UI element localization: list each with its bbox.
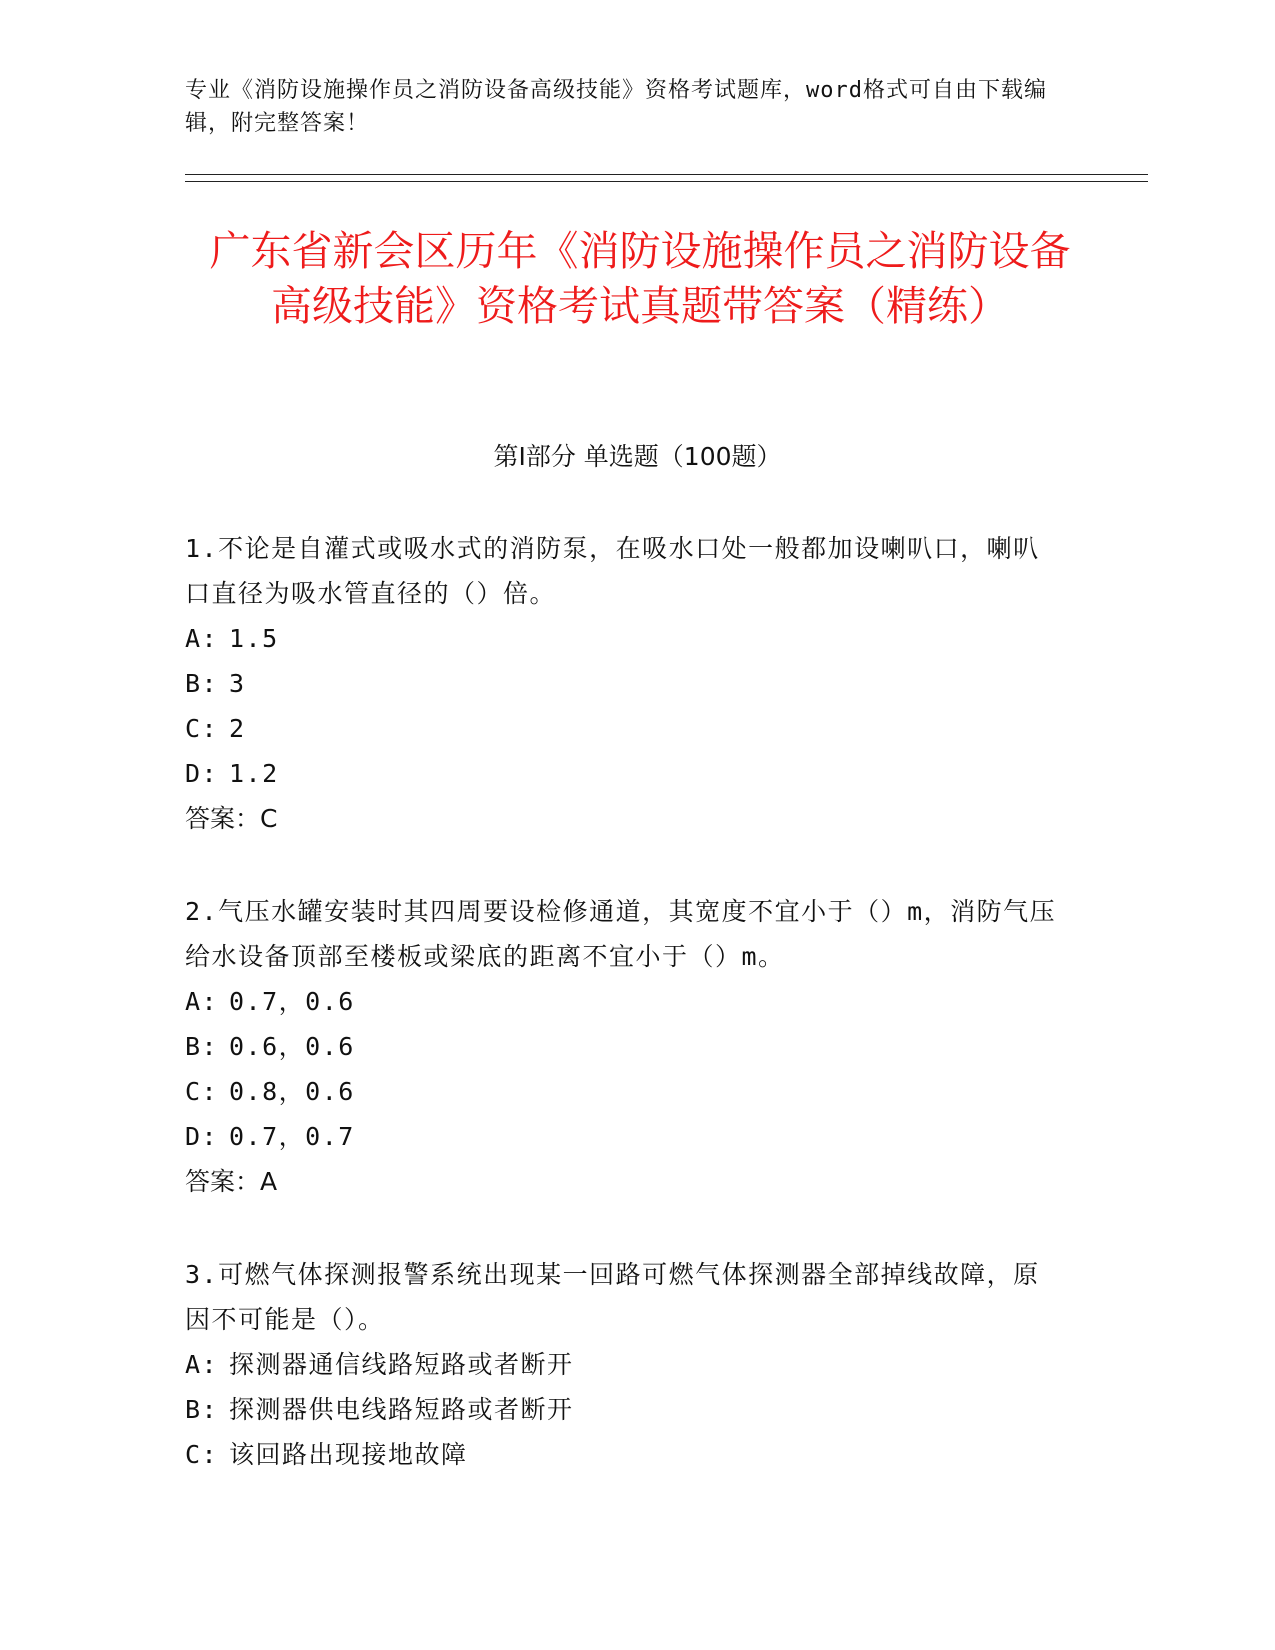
- option-text: 0.6，0.6: [229, 1032, 355, 1061]
- header-divider-top: [185, 174, 1148, 175]
- option-key: C:: [185, 714, 219, 743]
- section-title: 第Ⅰ部分 单选题（100题）: [493, 442, 782, 471]
- option-key: A:: [185, 624, 219, 653]
- option-text: 0.7，0.7: [229, 1122, 355, 1151]
- question-stem: 1.不论是自灌式或吸水式的消防泵，在吸水口处一般都加设喇叭口，喇叭口直径为吸水管直径的（）倍。: [185, 534, 1040, 608]
- option-b: [185, 1024, 1065, 1069]
- option-text: 探测器供电线路短路或者断开: [229, 1395, 574, 1424]
- option-key: D:: [185, 1122, 219, 1151]
- option-key: A:: [185, 1350, 219, 1379]
- option-a: [185, 979, 1065, 1024]
- option-key: D:: [185, 759, 219, 788]
- header-note: 专业《消防设施操作员之消防设备高级技能》资格考试题库，word格式可自由下载编辑，附完整答案！: [185, 78, 1047, 136]
- question-1: [185, 526, 1065, 841]
- question-list: [185, 526, 1065, 1525]
- option-a: [185, 616, 1065, 661]
- option-text: 0.8，0.6: [229, 1077, 355, 1106]
- answer: 答案：A: [185, 1167, 278, 1196]
- option-text: 该回路出现接地故障: [229, 1440, 468, 1469]
- option-key: B:: [185, 1395, 219, 1424]
- question-2: [185, 889, 1065, 1204]
- option-key: B:: [185, 669, 219, 698]
- option-text: 3: [229, 669, 246, 698]
- option-key: B:: [185, 1032, 219, 1061]
- question-3: [185, 1252, 1065, 1477]
- header-divider-bottom: [185, 181, 1148, 182]
- option-c: [185, 706, 1065, 751]
- question-stem: 3.可燃气体探测报警系统出现某一回路可燃气体探测器全部掉线故障，原因不可能是（）。: [185, 1260, 1040, 1334]
- option-text: 0.7，0.6: [229, 987, 355, 1016]
- option-text: 2: [229, 714, 246, 743]
- option-d: [185, 751, 1065, 796]
- option-text: 1.2: [229, 759, 279, 788]
- option-a: [185, 1342, 1065, 1387]
- document-title: 广东省新会区历年《消防设施操作员之消防设备高级技能》资格考试真题带答案（精练）: [209, 227, 1071, 330]
- option-text: 1.5: [229, 624, 279, 653]
- option-b: [185, 661, 1065, 706]
- option-key: C:: [185, 1077, 219, 1106]
- answer: 答案：C: [185, 804, 278, 833]
- option-c: [185, 1069, 1065, 1114]
- option-key: A:: [185, 987, 219, 1016]
- question-stem: 2.气压水罐安装时其四周要设检修通道，其宽度不宜小于（）m，消防气压给水设备顶部至楼板或梁底的距离不宜小于（）m。: [185, 897, 1057, 971]
- option-b: [185, 1387, 1065, 1432]
- option-d: [185, 1114, 1065, 1159]
- option-key: C:: [185, 1440, 219, 1469]
- option-text: 探测器通信线路短路或者断开: [229, 1350, 574, 1379]
- option-c: [185, 1432, 1065, 1477]
